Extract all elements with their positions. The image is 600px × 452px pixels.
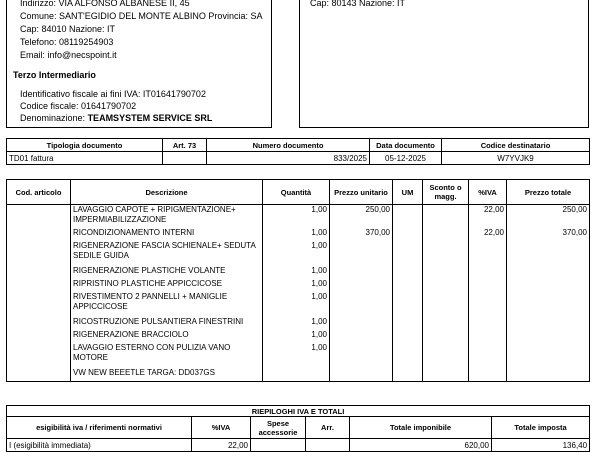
table-row <box>7 279 590 292</box>
items-header: UM <box>393 180 423 205</box>
intermediary-title: Terzo Intermediario <box>13 70 96 80</box>
table-row <box>7 330 590 343</box>
item-description: VW NEW BEEETLE TARGA: DD037GS <box>71 368 263 382</box>
item-description: LAVAGGIO ESTERNO CON PULIZIA VANO MOTORE <box>71 343 263 368</box>
item-price: 370,00 <box>330 228 393 241</box>
doc-art73 <box>163 152 207 165</box>
item-qty: 1,00 <box>263 330 330 343</box>
intermediary-cf: Codice fiscale: 01641790702 <box>20 101 137 111</box>
sender-box <box>6 0 272 128</box>
item-qty: 1,00 <box>263 228 330 241</box>
items-header: Descrizione <box>71 180 263 205</box>
table-row <box>7 317 590 330</box>
item-iva: 22,00 <box>469 205 507 228</box>
sender-cap: Cap: 84010 Nazione: IT <box>20 24 116 34</box>
summary-title: RIEPILOGHI IVA E TOTALI <box>7 406 590 417</box>
item-description: RIGENERAZIONE BRACCIOLO <box>71 330 263 343</box>
item-description: RIGENERAZIONE PLASTICHE VOLANTE <box>71 266 263 279</box>
doc-header: Codice destinatario <box>442 139 590 152</box>
items-header: %IVA <box>469 180 507 205</box>
summary-imponibile: 620,00 <box>350 439 492 452</box>
summary-iva: 22,00 <box>192 439 251 452</box>
sender-comune: Comune: SANT'EGIDIO DEL MONTE ALBINO Provincia: SA <box>20 11 263 21</box>
summary-header: esigibilità iva / riferimenti normativi <box>7 417 192 439</box>
summary-header: Totale imponibile <box>350 417 492 439</box>
doc-header: Art. 73 <box>163 139 207 152</box>
sender-address: Indirizzo: VIA ALFONSO ALBANESE II, 45 <box>20 0 190 8</box>
item-qty: 1,00 <box>263 317 330 330</box>
summary-esigibilita: I (esigibilità immediata) <box>7 439 192 452</box>
summary-header: %IVA <box>192 417 251 439</box>
table-row <box>7 292 590 317</box>
item-qty: 1,00 <box>263 241 330 266</box>
item-qty: 1,00 <box>263 279 330 292</box>
summary-header: Arr. <box>306 417 350 439</box>
doc-type: TD01 fattura <box>7 152 163 165</box>
document-table <box>6 138 590 165</box>
recipient-box <box>299 0 589 128</box>
doc-recipient-code: W7YVJK9 <box>442 152 590 165</box>
table-row <box>7 205 590 228</box>
item-iva: 22,00 <box>469 228 507 241</box>
item-qty: 1,00 <box>263 266 330 279</box>
table-row <box>7 343 590 368</box>
table-row <box>7 266 590 279</box>
items-header: Sconto o magg. <box>423 180 469 205</box>
items-header: Cod. articolo <box>7 180 71 205</box>
item-description: RICONDIZIONAMENTO INTERNI <box>71 228 263 241</box>
items-table <box>6 179 590 382</box>
item-description: RIVESTIMENTO 2 PANNELLI + MANIGLIE APPICCICOSE <box>71 292 263 317</box>
item-qty: 1,00 <box>263 205 330 228</box>
table-row <box>7 228 590 241</box>
intermediary-name <box>20 112 212 124</box>
intermediary-name-label: Denominazione: <box>20 113 86 123</box>
item-description: RICOSTRUZIONE PULSANTIERA FINESTRINI <box>71 317 263 330</box>
items-header: Quantità <box>263 180 330 205</box>
item-price: 250,00 <box>330 205 393 228</box>
summary-table <box>6 405 590 452</box>
table-row <box>7 368 590 382</box>
recipient-cap: Cap: 80143 Nazione: IT <box>310 0 406 8</box>
item-description: RIPRISTINO PLASTICHE APPICCICOSE <box>71 279 263 292</box>
items-header: Prezzo totale <box>507 180 590 205</box>
item-total: 250,00 <box>507 205 590 228</box>
summary-imposta: 136,40 <box>492 439 590 452</box>
doc-header: Tipologia documento <box>7 139 163 152</box>
intermediary-name-value: TEAMSYSTEM SERVICE SRL <box>87 113 213 123</box>
sender-email: Email: info@necspoint.it <box>20 50 117 60</box>
item-description: LAVAGGIO CAPOTE + RIPIGMENTAZIONE+ IMPERMIABILIZZAZIONE <box>71 205 263 228</box>
item-qty: 1,00 <box>263 292 330 317</box>
doc-header: Data documento <box>370 139 442 152</box>
table-row <box>7 241 590 266</box>
items-header: Prezzo unitario <box>330 180 393 205</box>
item-qty: 1,00 <box>263 343 330 368</box>
item-description: RIGENERAZIONE FASCIA SCHIENALE+ SEDUTA SEDILE GUIDA <box>71 241 263 266</box>
summary-header: Totale imposta <box>492 417 590 439</box>
doc-number: 833/2025 <box>207 152 370 165</box>
doc-header: Numero documento <box>207 139 370 152</box>
summary-header: Spese accessorie <box>251 417 306 439</box>
intermediary-vat: Identificativo fiscale ai fini IVA: IT01641790702 <box>20 89 206 99</box>
sender-phone: Telefono: 08119254903 <box>20 37 114 47</box>
item-total: 370,00 <box>507 228 590 241</box>
doc-date: 05-12-2025 <box>370 152 442 165</box>
